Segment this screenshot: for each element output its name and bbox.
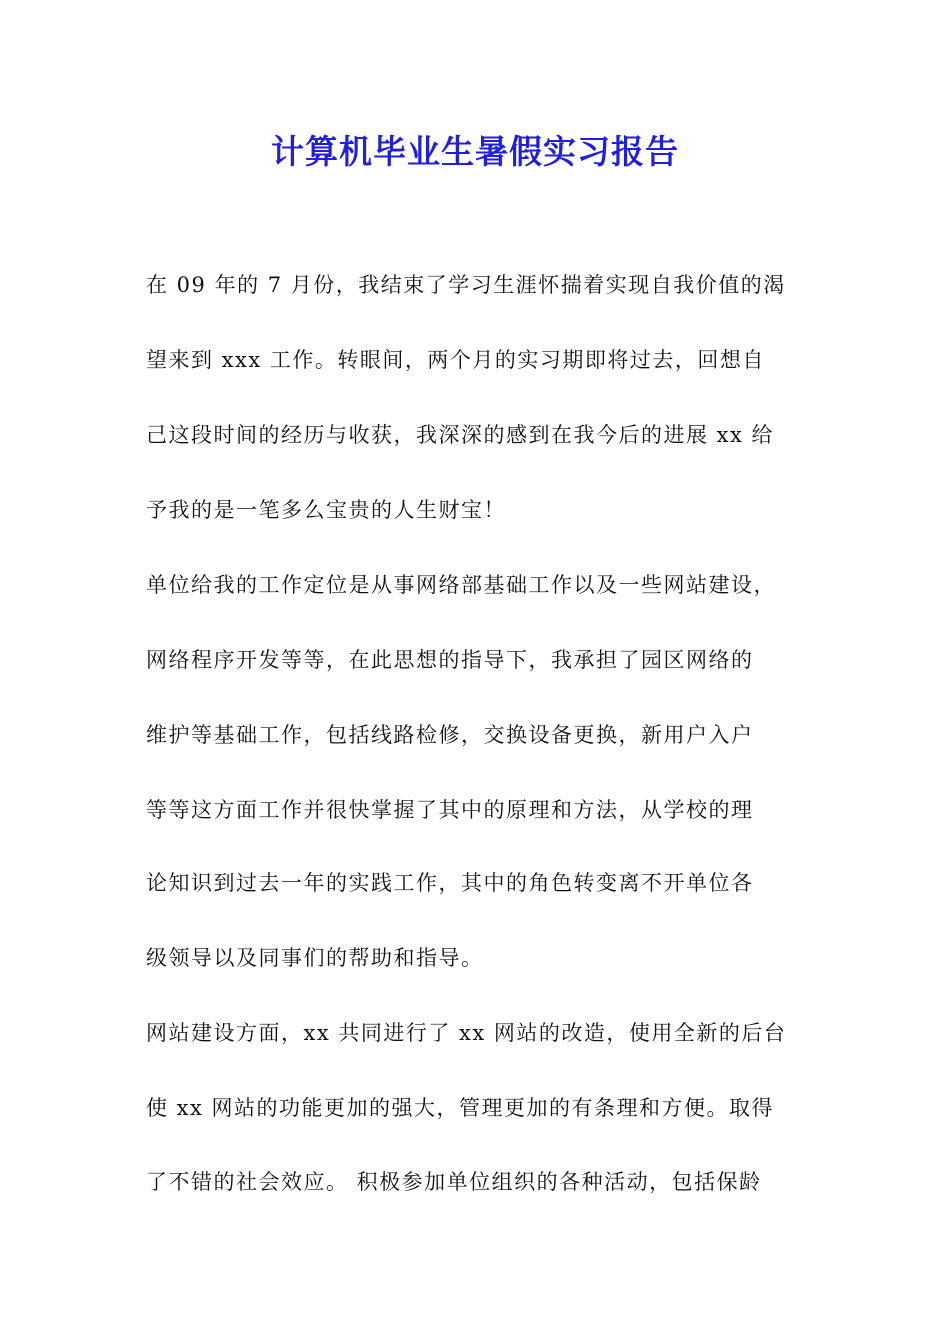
body-line: 论知识到过去一年的实践工作，其中的角色转变离不开单位各 xyxy=(146,871,754,895)
body-line: 维护等基础工作，包括线路检修，交换设备更换，新用户入户 xyxy=(146,723,754,747)
document-title: 计算机毕业生暑假实习报告 xyxy=(271,132,679,171)
body-line: 级领导以及同事们的帮助和指导。 xyxy=(146,946,484,970)
body-line: 使 xx 网站的功能更加的强大，管理更加的有条理和方便。取得 xyxy=(146,1096,775,1120)
body-line: 在 09 年的 7 月份，我结束了学习生涯怀揣着实现自我价值的渴 xyxy=(146,273,786,297)
body-line: 予我的是一笔多么宝贵的人生财宝！ xyxy=(146,498,506,522)
body-line: 己这段时间的经历与收获，我深深的感到在我今后的进展 xx 给 xyxy=(146,423,775,447)
body-line: 网站建设方面，xx 共同进行了 xx 网站的改造，使用全新的后台 xyxy=(146,1021,787,1045)
body-line: 等等这方面工作并很快掌握了其中的原理和方法，从学校的理 xyxy=(146,798,754,822)
body-line: 单位给我的工作定位是从事网络部基础工作以及一些网站建设， xyxy=(146,573,776,597)
body-line: 望来到 xxx 工作。转眼间，两个月的实习期即将过去，回想自 xyxy=(146,348,765,372)
body-line: 网络程序开发等等，在此思想的指导下，我承担了园区网络的 xyxy=(146,648,754,672)
body-line: 了不错的社会效应。 积极参加单位组织的各种活动，包括保龄 xyxy=(146,1170,762,1194)
